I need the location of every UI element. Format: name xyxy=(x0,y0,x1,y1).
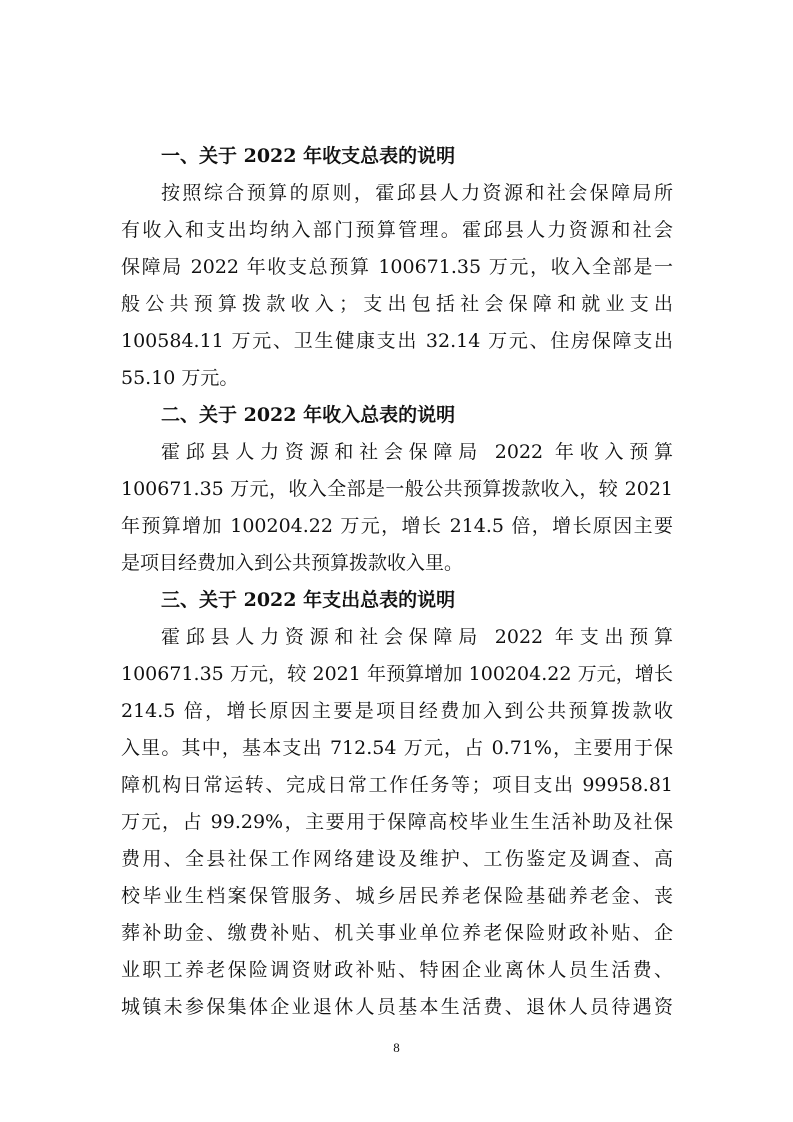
paragraph-line: 保障局 2022 年收支总预算 100671.35 万元，收入全部是一 xyxy=(121,256,673,278)
paragraph-line: 费用、全县社保工作网络建设及维护、工伤鉴定及调查、高 xyxy=(121,848,673,870)
paragraph-line: 55.10 万元。 xyxy=(121,367,239,389)
paragraph-line: 万元，占 99.29%，主要用于保障高校毕业生生活补助及社保 xyxy=(121,811,673,833)
paragraph-line: 入里。其中，基本支出 712.54 万元，占 0.71%，主要用于保 xyxy=(121,737,673,759)
paragraph-line: 是项目经费加入到公共预算拨款收入里。 xyxy=(121,552,464,574)
paragraph-line: 校毕业生档案保管服务、城乡居民养老保险基础养老金、丧 xyxy=(121,885,673,907)
section-heading: 一、关于 2022 年收支总表的说明 xyxy=(161,145,456,167)
paragraph-line: 般公共预算拨款收入；支出包括社会保障和就业支出 xyxy=(121,293,673,315)
paragraph-line: 100671.35 万元，收入全部是一般公共预算拨款收入，较 2021 xyxy=(121,478,673,500)
paragraph-line: 城镇未参保集体企业退休人员基本生活费、退休人员待遇资 xyxy=(121,996,673,1018)
section-heading: 二、关于 2022 年收入总表的说明 xyxy=(161,404,456,426)
section-2 xyxy=(121,397,673,582)
section-3 xyxy=(121,582,673,1026)
document-body xyxy=(121,138,673,1026)
page-number: 8 xyxy=(393,1040,400,1055)
paragraph-line: 100671.35 万元，较 2021 年预算增加 100204.22 万元，增长 xyxy=(121,663,673,685)
paragraph-line: 有收入和支出均纳入部门预算管理。霍邱县人力资源和社会 xyxy=(121,219,673,241)
paragraph-line: 100584.11 万元、卫生健康支出 32.14 万元、住房保障支出 xyxy=(121,330,673,352)
paragraph-line: 霍邱县人力资源和社会保障局 2022 年收入预算 xyxy=(161,441,673,463)
paragraph-line: 按照综合预算的原则，霍邱县人力资源和社会保障局所 xyxy=(161,182,673,204)
paragraph-line: 霍邱县人力资源和社会保障局 2022 年支出预算 xyxy=(161,626,673,648)
paragraph-line: 年预算增加 100204.22 万元，增长 214.5 倍，增长原因主要 xyxy=(121,515,673,537)
paragraph-line: 214.5 倍，增长原因主要是项目经费加入到公共预算拨款收 xyxy=(121,700,673,722)
section-heading: 三、关于 2022 年支出总表的说明 xyxy=(161,589,456,611)
paragraph-line: 葬补助金、缴费补贴、机关事业单位养老保险财政补贴、企 xyxy=(121,922,673,944)
paragraph-line: 障机构日常运转、完成日常工作任务等；项目支出 99958.81 xyxy=(121,774,673,796)
section-1 xyxy=(121,138,673,397)
paragraph-line: 业职工养老保险调资财政补贴、特困企业离休人员生活费、 xyxy=(121,959,673,981)
